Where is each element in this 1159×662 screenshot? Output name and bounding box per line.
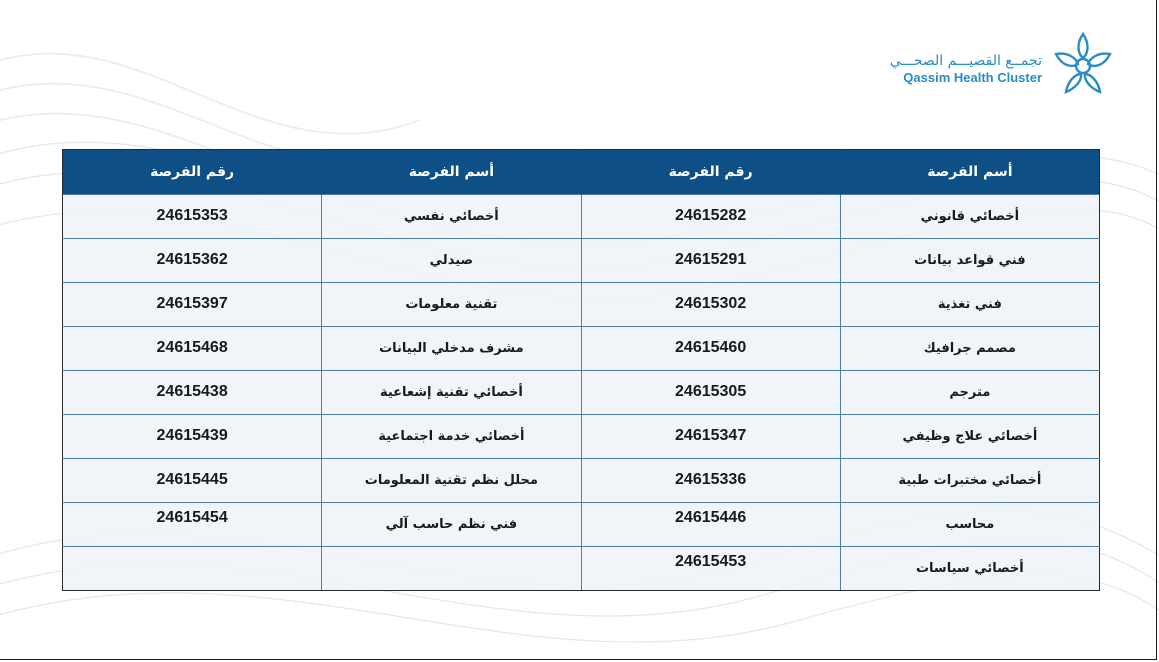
opportunity-number	[63, 547, 322, 591]
opportunity-number: 24615362	[63, 239, 322, 283]
opportunity-name: مصمم جرافيك	[840, 327, 1099, 371]
opportunity-name: فني قواعد بيانات	[840, 239, 1099, 283]
table-row	[63, 239, 1100, 283]
opportunity-number: 24615336	[581, 459, 840, 503]
opportunity-number: 24615453	[581, 547, 840, 591]
table-row	[63, 283, 1100, 327]
logo-text	[890, 52, 1042, 86]
column-header: أسم الفرصة	[322, 150, 581, 195]
opportunity-name: محلل نظم تقنية المعلومات	[322, 459, 581, 503]
table-row	[63, 547, 1100, 591]
table-row	[63, 415, 1100, 459]
opportunity-name: صيدلي	[322, 239, 581, 283]
table-row	[63, 503, 1100, 547]
column-header: رقم الفرصة	[63, 150, 322, 195]
opportunity-number: 24615446	[581, 503, 840, 547]
column-header: رقم الفرصة	[581, 150, 840, 195]
opportunity-number: 24615305	[581, 371, 840, 415]
logo-english-name: Qassim Health Cluster	[903, 70, 1042, 85]
opportunity-name: فني تغذية	[840, 283, 1099, 327]
opportunity-number: 24615445	[63, 459, 322, 503]
opportunity-number: 24615282	[581, 195, 840, 239]
table-row	[63, 195, 1100, 239]
opportunity-number: 24615438	[63, 371, 322, 415]
opportunity-name: مترجم	[840, 371, 1099, 415]
table-row	[63, 371, 1100, 415]
opportunity-name	[322, 547, 581, 591]
opportunity-number: 24615397	[63, 283, 322, 327]
opportunity-number: 24615468	[63, 327, 322, 371]
opportunity-name: محاسب	[840, 503, 1099, 547]
opportunity-name: تقنية معلومات	[322, 283, 581, 327]
opportunity-name: أخصائي سياسات	[840, 547, 1099, 591]
opportunity-number: 24615439	[63, 415, 322, 459]
column-header: أسم الفرصة	[840, 150, 1099, 195]
opportunity-name: أخصائي مختبرات طبية	[840, 459, 1099, 503]
opportunity-name: أخصائي قانوني	[840, 195, 1099, 239]
opportunity-number: 24615454	[63, 503, 322, 547]
opportunities-table	[62, 149, 1100, 591]
opportunity-name: أخصائي خدمة اجتماعية	[322, 415, 581, 459]
table-row	[63, 459, 1100, 503]
opportunity-number: 24615460	[581, 327, 840, 371]
opportunity-name: مشرف مدخلي البيانات	[322, 327, 581, 371]
opportunity-name: أخصائي تقنية إشعاعية	[322, 371, 581, 415]
opportunity-number: 24615347	[581, 415, 840, 459]
opportunity-name: فني نظم حاسب آلي	[322, 503, 581, 547]
opportunity-number: 24615291	[581, 239, 840, 283]
star-emblem-icon	[1052, 30, 1114, 96]
opportunity-number: 24615302	[581, 283, 840, 327]
table-row	[63, 327, 1100, 371]
logo-arabic-name: تجمــع القصيـــم الصحـــي	[889, 53, 1042, 69]
opportunity-name: أخصائي علاج وظيفي	[840, 415, 1099, 459]
opportunity-number: 24615353	[63, 195, 322, 239]
qassim-health-cluster-logo	[889, 30, 1118, 100]
table-header-row	[63, 150, 1100, 195]
opportunity-name: أخصائي نفسي	[322, 195, 581, 239]
